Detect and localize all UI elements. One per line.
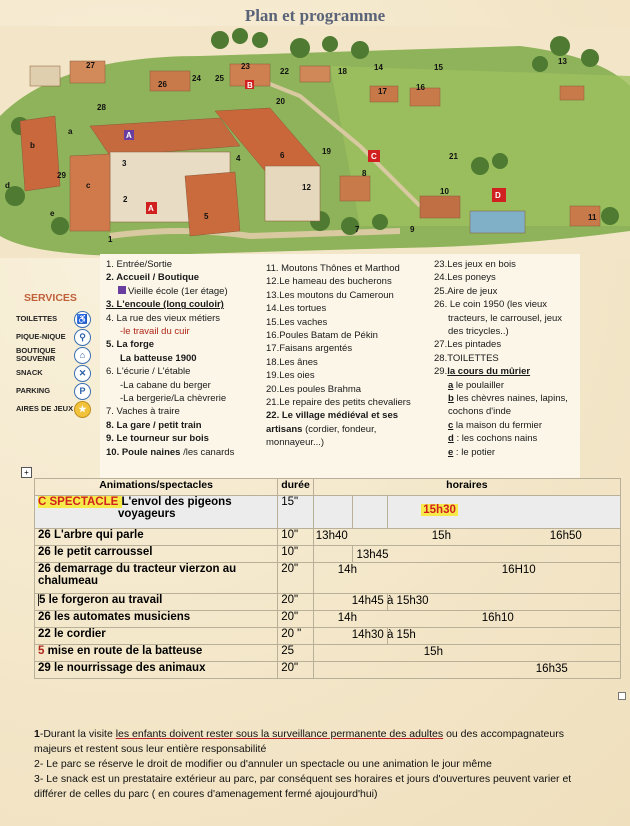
legend-item: 14.Les tortues bbox=[266, 303, 327, 315]
legend-item: artisans (cordier, fondeur, bbox=[266, 423, 377, 435]
table-row bbox=[35, 611, 621, 628]
svg-text:7: 7 bbox=[355, 225, 360, 234]
svg-text:A: A bbox=[126, 131, 132, 140]
svg-text:3: 3 bbox=[122, 159, 127, 168]
notes bbox=[34, 727, 594, 802]
park-map-illustration bbox=[0, 26, 630, 258]
svg-text:2: 2 bbox=[123, 195, 128, 204]
snack-icon: ✕ bbox=[74, 365, 91, 382]
legend-item: 1. Entrée/Sortie bbox=[106, 259, 173, 270]
svg-text:6: 6 bbox=[280, 151, 285, 160]
svg-text:26: 26 bbox=[158, 80, 167, 89]
shop-icon: ⌂ bbox=[74, 347, 91, 364]
legend-item: 8. La gare / petit train bbox=[106, 419, 202, 431]
legend-item: a le poulailler bbox=[448, 379, 504, 391]
svg-text:17: 17 bbox=[378, 87, 387, 96]
svg-text:15: 15 bbox=[434, 63, 443, 72]
parking-icon: P bbox=[74, 383, 91, 400]
svg-text:28: 28 bbox=[97, 103, 106, 112]
svg-text:18: 18 bbox=[338, 67, 347, 76]
svg-text:10: 10 bbox=[440, 187, 449, 196]
table-move-handle[interactable]: + bbox=[21, 467, 32, 478]
legend-item: 6. L'écurie / L'étable bbox=[106, 366, 191, 378]
legend-item: 24.Les poneys bbox=[434, 272, 496, 284]
table-row bbox=[35, 662, 621, 679]
svg-text:25: 25 bbox=[215, 74, 224, 83]
legend-item: 25.Aire de jeux bbox=[434, 285, 498, 297]
svg-text:23: 23 bbox=[241, 62, 250, 71]
legend-item: -La cabane du berger bbox=[120, 379, 211, 391]
duration-cell: 25 bbox=[278, 645, 314, 662]
svg-text:4: 4 bbox=[236, 154, 241, 163]
legend-item: e : le potier bbox=[448, 446, 496, 458]
times-cell: 15h bbox=[313, 645, 620, 662]
svg-text:8: 8 bbox=[362, 169, 367, 178]
times-cell: 14h30 à 15h bbox=[313, 628, 387, 645]
building-a-icon bbox=[118, 286, 126, 294]
times-cell: 13h40 15h 16h50 bbox=[313, 529, 620, 546]
svg-text:e: e bbox=[50, 209, 55, 218]
activity-cell: 26 les automates musiciens bbox=[35, 611, 278, 628]
legend-item: cochons d'inde bbox=[448, 406, 512, 418]
svg-text:13: 13 bbox=[558, 57, 567, 66]
header-activity: Animations/spectacles bbox=[35, 479, 278, 496]
legend-item: tracteurs, le carrousel, jeux bbox=[448, 312, 563, 324]
legend-item: 2. Accueil / Boutique bbox=[106, 272, 200, 284]
legend-item: des tricycles..) bbox=[448, 326, 509, 338]
time-cell bbox=[388, 628, 621, 645]
park-map[interactable] bbox=[0, 26, 630, 258]
legend-item: 27.Les pintades bbox=[434, 339, 502, 351]
legend-item: 28.TOILETTES bbox=[434, 352, 499, 364]
note-3: 3- Le snack est un prestataire extérieur au parc, par conséquent ses horaires et jours d'ouvertures peuvent varier et différer de celles du parc ( en coures d'amenagement fermé ajoujourd'hui) bbox=[34, 773, 572, 800]
map-legend bbox=[100, 254, 580, 478]
times-cell: 14h45 à 15h30 bbox=[313, 594, 387, 611]
svg-text:B: B bbox=[247, 81, 253, 90]
table-row bbox=[35, 496, 621, 529]
svg-text:14: 14 bbox=[374, 63, 383, 72]
legend-col-2 bbox=[266, 262, 434, 450]
svg-text:22: 22 bbox=[280, 67, 289, 76]
duration-cell: 20" bbox=[278, 563, 314, 594]
services-title: SERVICES bbox=[24, 292, 77, 304]
times-cell: 14h 16h10 bbox=[313, 611, 620, 628]
table-row bbox=[35, 563, 621, 594]
page-title: Plan et programme bbox=[244, 6, 386, 25]
service-playground: AIRES DE JEUX ★ bbox=[16, 400, 106, 418]
legend-col-1 bbox=[106, 258, 266, 459]
legend-item: 19.Les oies bbox=[266, 370, 315, 382]
activity-cell: 26 le petit carroussel bbox=[35, 546, 278, 563]
svg-text:27: 27 bbox=[86, 61, 95, 70]
svg-text:1: 1 bbox=[108, 235, 113, 244]
note-2: 2- Le parc se réserve le droit de modifier ou d'annuler un spectacle ou une animation le jour même bbox=[34, 758, 492, 770]
legend-item: 3. L'encoule (long couloir) bbox=[106, 299, 224, 311]
times-cell: 14h 16H10 bbox=[313, 563, 620, 594]
legend-item: La batteuse 1900 bbox=[120, 352, 197, 364]
duration-cell: 10" bbox=[278, 529, 314, 546]
svg-text:21: 21 bbox=[449, 152, 458, 161]
svg-text:a: a bbox=[68, 127, 73, 136]
legend-item: 18.Les ânes bbox=[266, 356, 318, 368]
table-row bbox=[35, 529, 621, 546]
svg-text:b: b bbox=[30, 141, 35, 150]
activity-cell: 22 le cordier bbox=[35, 628, 278, 645]
svg-text:29: 29 bbox=[57, 171, 66, 180]
table-row bbox=[35, 546, 621, 563]
svg-text:C: C bbox=[371, 152, 377, 161]
activity-cell: 5 mise en route de la batteuse bbox=[35, 645, 278, 662]
times-cell: 13h45 bbox=[352, 546, 620, 563]
service-snack: SNACK ✕ bbox=[16, 364, 106, 382]
svg-text:24: 24 bbox=[192, 74, 201, 83]
schedule-table bbox=[34, 478, 621, 679]
svg-text:11: 11 bbox=[588, 213, 597, 222]
legend-item: 15.Les vaches bbox=[266, 316, 328, 328]
activity-cell: 26 demarrage du tracteur vierzon au chalumeau bbox=[35, 563, 278, 594]
legend-item: Vieille école (1er étage) bbox=[106, 285, 266, 298]
activity-cell: 26 L'arbre qui parle bbox=[35, 529, 278, 546]
legend-item: b les chèvres naines, lapins, bbox=[448, 393, 568, 405]
svg-text:9: 9 bbox=[410, 225, 415, 234]
table-resize-handle[interactable] bbox=[618, 692, 626, 700]
service-toilets: TOILETTES ♿ bbox=[16, 310, 106, 328]
legend-col-3 bbox=[434, 258, 580, 459]
time-cell: 15h30 bbox=[388, 496, 621, 529]
legend-item: -La bergerie/La chèvrerie bbox=[120, 393, 227, 405]
table-header-row bbox=[35, 479, 621, 496]
table-row bbox=[35, 594, 621, 611]
duration-cell: 10" bbox=[278, 546, 314, 563]
legend-item: 13.Les moutons du Cameroun bbox=[266, 289, 394, 301]
svg-text:16: 16 bbox=[416, 83, 425, 92]
svg-text:5: 5 bbox=[204, 212, 209, 221]
legend-item: 12.Le hameau des bucherons bbox=[266, 276, 392, 288]
activity-cell: C SPECTACLE L'envol des pigeons voyageurs bbox=[35, 496, 278, 529]
legend-item: 7. Vaches à traire bbox=[106, 406, 180, 418]
svg-text:D: D bbox=[495, 191, 501, 200]
svg-text:A: A bbox=[148, 204, 154, 213]
time-cell bbox=[313, 496, 352, 529]
svg-text:20: 20 bbox=[276, 97, 285, 106]
playground-icon: ★ bbox=[74, 401, 91, 418]
legend-item: 29.la cours du mûrier bbox=[434, 366, 531, 378]
svg-text:c: c bbox=[86, 181, 91, 190]
legend-item: 17.Faisans argentés bbox=[266, 343, 353, 355]
legend-item: 21.Le repaire des petits chevaliers bbox=[266, 397, 411, 409]
legend-item: monnayeur...) bbox=[266, 437, 325, 449]
header-times: horaires bbox=[313, 479, 620, 496]
activity-cell: 5 le forgeron au travail bbox=[35, 594, 278, 611]
header-duration: durée bbox=[278, 479, 314, 496]
times-cell: 16h35 bbox=[313, 662, 620, 679]
duration-cell: 20 " bbox=[278, 628, 314, 645]
legend-item: -le travail du cuir bbox=[120, 326, 190, 338]
time-cell bbox=[313, 546, 352, 563]
legend-item: 23.Les jeux en bois bbox=[434, 259, 516, 270]
legend-item: 20.Les poules Brahma bbox=[266, 383, 362, 395]
legend-item: c la maison du fermier bbox=[448, 419, 542, 431]
legend-item: 26. Le coin 1950 (les vieux bbox=[434, 299, 548, 311]
duration-cell: 20" bbox=[278, 611, 314, 628]
service-parking: PARKING P bbox=[16, 382, 106, 400]
duration-cell: 15" bbox=[278, 496, 314, 529]
service-shop: BOUTIQUE SOUVENIR ⌂ bbox=[16, 346, 106, 364]
table-row bbox=[35, 645, 621, 662]
service-picnic: PIQUE-NIQUE ⚲ bbox=[16, 328, 106, 346]
table-row bbox=[35, 628, 621, 645]
svg-text:19: 19 bbox=[322, 147, 331, 156]
legend-item: 11. Moutons Thônes et Marthod bbox=[266, 263, 400, 274]
legend-item: 16.Poules Batam de Pékin bbox=[266, 330, 378, 342]
note-1: 1-Durant la visite les enfants doivent rester sous la surveillance permanente des adultes ou des accompagnateurs majeurs et restent sous leur entière responsabilité bbox=[34, 728, 564, 755]
legend-item: d : les cochons nains bbox=[448, 433, 538, 445]
legend-item: 5. La forge bbox=[106, 339, 155, 351]
picnic-icon: ⚲ bbox=[74, 329, 91, 346]
duration-cell: 20" bbox=[278, 594, 314, 611]
legend-item: 22. Le village médiéval et ses bbox=[266, 410, 399, 422]
legend-item: 9. Le tourneur sur bois bbox=[106, 433, 209, 445]
services-panel bbox=[16, 292, 106, 418]
legend-item: 4. La rue des vieux métiers bbox=[106, 312, 221, 324]
svg-text:12: 12 bbox=[302, 183, 311, 192]
svg-text:d: d bbox=[5, 181, 10, 190]
legend-item: 10. Poule naines /les canards bbox=[106, 446, 235, 458]
time-cell bbox=[352, 496, 388, 529]
duration-cell: 20" bbox=[278, 662, 314, 679]
activity-cell: 29 le nourrissage des animaux bbox=[35, 662, 278, 679]
toilets-icon: ♿ bbox=[74, 311, 91, 328]
